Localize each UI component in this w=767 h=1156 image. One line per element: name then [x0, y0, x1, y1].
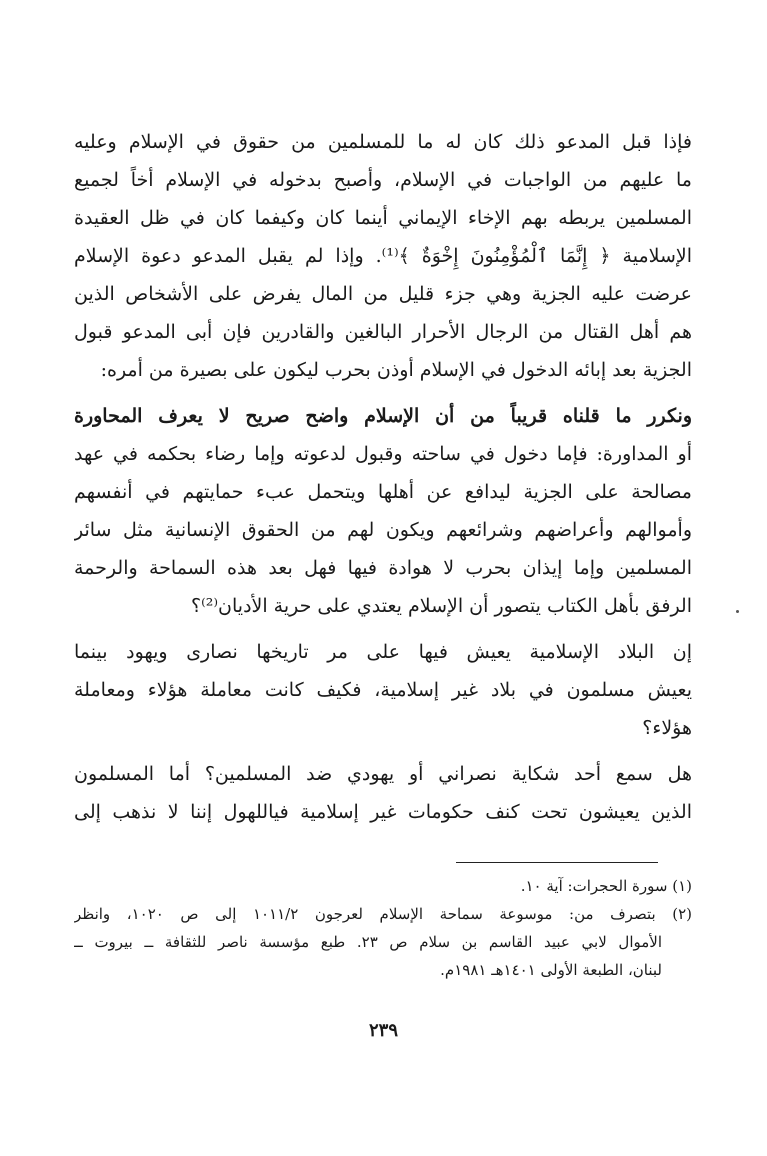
text-line: هؤلاء؟ — [642, 717, 692, 739]
text-line: هم أهل القتال من الرجال الأحرار البالغين والقادرين فإن أبى المدعو قبول — [74, 321, 692, 343]
footnote-line: (٢) بتصرف من: موسوعة سماحة الإسلام لعرجون ١٠١١/٢ إلى ص ١٠٢٠، وانظر — [74, 905, 692, 923]
text-line: المسلمين وإما إيذان بحرب لا هوادة فيها فهل بعد هذه السماحة والرحمة — [74, 557, 692, 579]
text-line: عرضت عليه الجزية وهي جزء قليل من المال يفرض على الأشخاص الذين — [74, 283, 692, 305]
text-line: أو المداورة: فإما دخول في ساحته وقبول لدعوته وإما رضاء بحكمه في عهد — [74, 443, 692, 465]
margin-speck — [736, 610, 739, 613]
paragraph-gap — [74, 625, 692, 633]
text-line: مصالحة على الجزية ليدافع عن أهلها ويتحمل عبء حمايتهم في أنفسهم — [74, 481, 692, 503]
text-line: الذين يعيشون تحت كنف حكومات غير إسلامية فياللهول إننا لا نذهب إلى — [74, 801, 692, 823]
text-line: وأموالهم وأعراضهم وشرائعهم ويكون لهم من الحقوق الإنسانية مثل سائر — [74, 519, 692, 541]
text-line: الرفق بأهل الكتاب يتصور أن الإسلام يعتدي على حرية الأديان⁽²⁾؟ — [190, 595, 692, 617]
paragraph-gap — [74, 389, 692, 397]
body-text — [74, 123, 692, 831]
text-line: هل سمع أحد شكاية نصراني أو يهودي ضد المسلمين؟ أما المسلمون — [74, 763, 692, 785]
text-line: فإذا قبل المدعو ذلك كان له ما للمسلمين من حقوق في الإسلام وعليه — [74, 131, 692, 153]
paragraph-gap — [74, 747, 692, 755]
footnotes — [74, 872, 692, 984]
text-line: الإسلامية ﴿ إِنَّمَا ٱلْمُؤْمِنُونَ إِخْوَةٌ ﴾⁽¹⁾. وإذا لم يقبل المدعو دعوة الإسلام — [74, 245, 692, 267]
text-line: الجزية بعد إبائه الدخول في الإسلام أوذن بحرب ليكون على بصيرة من أمره: — [100, 359, 692, 381]
text-line: المسلمين يربطه بهم الإخاء الإيماني أينما كان وكيفما كان في ظل العقيدة — [74, 207, 692, 229]
footnote-line: لبنان، الطبعة الأولى ١٤٠١هـ ١٩٨١م. — [440, 961, 662, 979]
text-line: ما عليهم من الواجبات في الإسلام، وأصبح بدخوله في الإسلام أخاً لجميع — [74, 169, 692, 191]
footnote-divider — [456, 862, 658, 863]
footnote-line: الأموال لابي عبيد القاسم بن سلام ص ٢٣. طبع مؤسسة ناصر للثقافة ــ بيروت ــ — [74, 933, 662, 951]
footnote-line: (١) سورة الحجرات: آية ١٠. — [520, 877, 692, 895]
text-line: يعيش مسلمون في بلاد غير إسلامية، فكيف كانت معاملة هؤلاء ومعاملة — [74, 679, 692, 701]
page-number: ٢٣٩ — [368, 1020, 398, 1041]
text-line: ونكرر ما قلناه قريباً من أن الإسلام واضح صريح لا يعرف المحاورة — [74, 405, 692, 427]
text-line: إن البلاد الإسلامية يعيش فيها على مر تاريخها نصارى ويهود بينما — [74, 641, 692, 663]
